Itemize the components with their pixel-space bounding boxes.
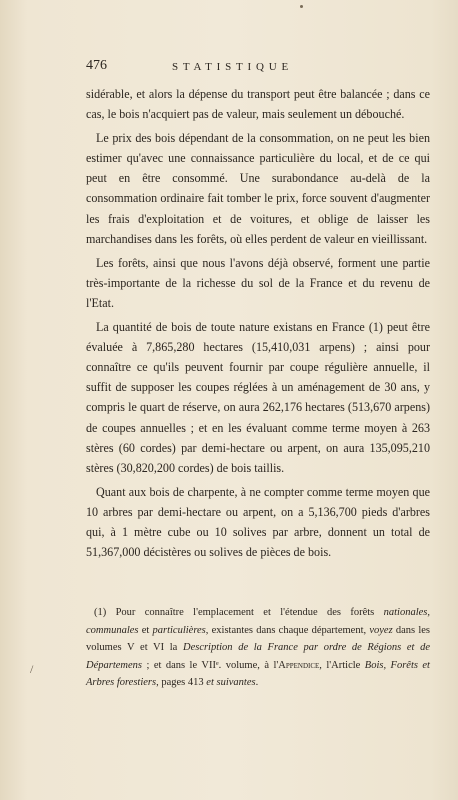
paragraph: sidérable, et alors la dépense du transport peut être balancée ; dans ce cas, le bois n'acquiert pas de valeur, mais seulement un débouché.: [86, 87, 430, 122]
footnote-text: et: [138, 624, 153, 636]
running-head: STATISTIQUE: [172, 61, 293, 73]
page-header: [86, 58, 430, 76]
margin-pencil-mark: /: [30, 662, 34, 676]
footnote-italic: particulières: [152, 624, 206, 636]
footnote-italic: et suivantes: [206, 677, 256, 689]
footnote-smallcaps: Appendice: [278, 659, 320, 671]
paragraph: Le prix des bois dépendant de la consommation, on ne peut les bien estimer qu'avec une connaissance particulière du local, et de ce qui peut en être consommé. Une surabondance au-delà de la consommation ordinaire fait tomber le prix, force souvent d'augmenter les frais d'exploitation et de voitures, et oblige de laisser les marchandises dans les forêts, où elles perdent de valeur en vieillissant.: [86, 131, 430, 246]
footnote-text: .: [255, 677, 259, 689]
footnote-text: , l'Article: [319, 659, 365, 671]
paragraph: Quant aux bois de charpente, à ne compter comme terme moyen que 10 arbres par demi-hectare ou arpent, on a 5,136,700 pieds d'arbres qui, à 1 mètre cube ou 10 solives par arbre, donnent un total de 51,367,000 décistères ou solives de pièces de bois.: [86, 484, 430, 560]
footnote-italic: voyez: [369, 624, 393, 636]
footnote-text: (1) Pour connaître l'emplacement et l'étendue des forêts: [94, 607, 384, 618]
footnote: [86, 604, 430, 692]
paragraph: Les forêts, ainsi que nous l'avons déjà observé, forment une partie très-importante de la richesse du sol de la France et du revenu de l'Etat.: [86, 255, 430, 310]
page-number: 476: [86, 58, 107, 73]
footnote-italic: Description de la France par ordre de Régions et de Départemens: [86, 642, 430, 671]
footnote-text: ; et dans le VIIᵉ. volume, à l': [142, 659, 279, 671]
footnote-text: , existantes dans chaque département,: [205, 624, 370, 636]
ink-spot: [300, 5, 303, 8]
paragraph: La quantité de bois de toute nature existans en France (1) peut être évaluée à 7,865,280 hectares (15,410,031 arpens) ; ainsi pour connaître ce qu'ils peuvent fournir par coupe régulière annuelle, il suffit de supposer les coupes réglées à un aménagement de 30 ans, y compris le quart de réserve, on aura 262,176 hectares (513,670 arpens) de coupes annuelles ; et en les évaluant comme terme moyen à 263 stères (60 cordes) par demi-hectare ou arpent, on aura 135,095,210 stères (30,820,200 cordes) de bois taillis.: [86, 320, 430, 475]
footnote-text: , pages 413: [156, 677, 207, 689]
footnote-italic: Bois, Forêts et Arbres forestiers: [86, 659, 430, 689]
footnote-italic: nationales, communales: [86, 607, 430, 636]
footnote-text: dans les volumes V et VI la: [86, 624, 430, 654]
main-text: [86, 84, 430, 566]
